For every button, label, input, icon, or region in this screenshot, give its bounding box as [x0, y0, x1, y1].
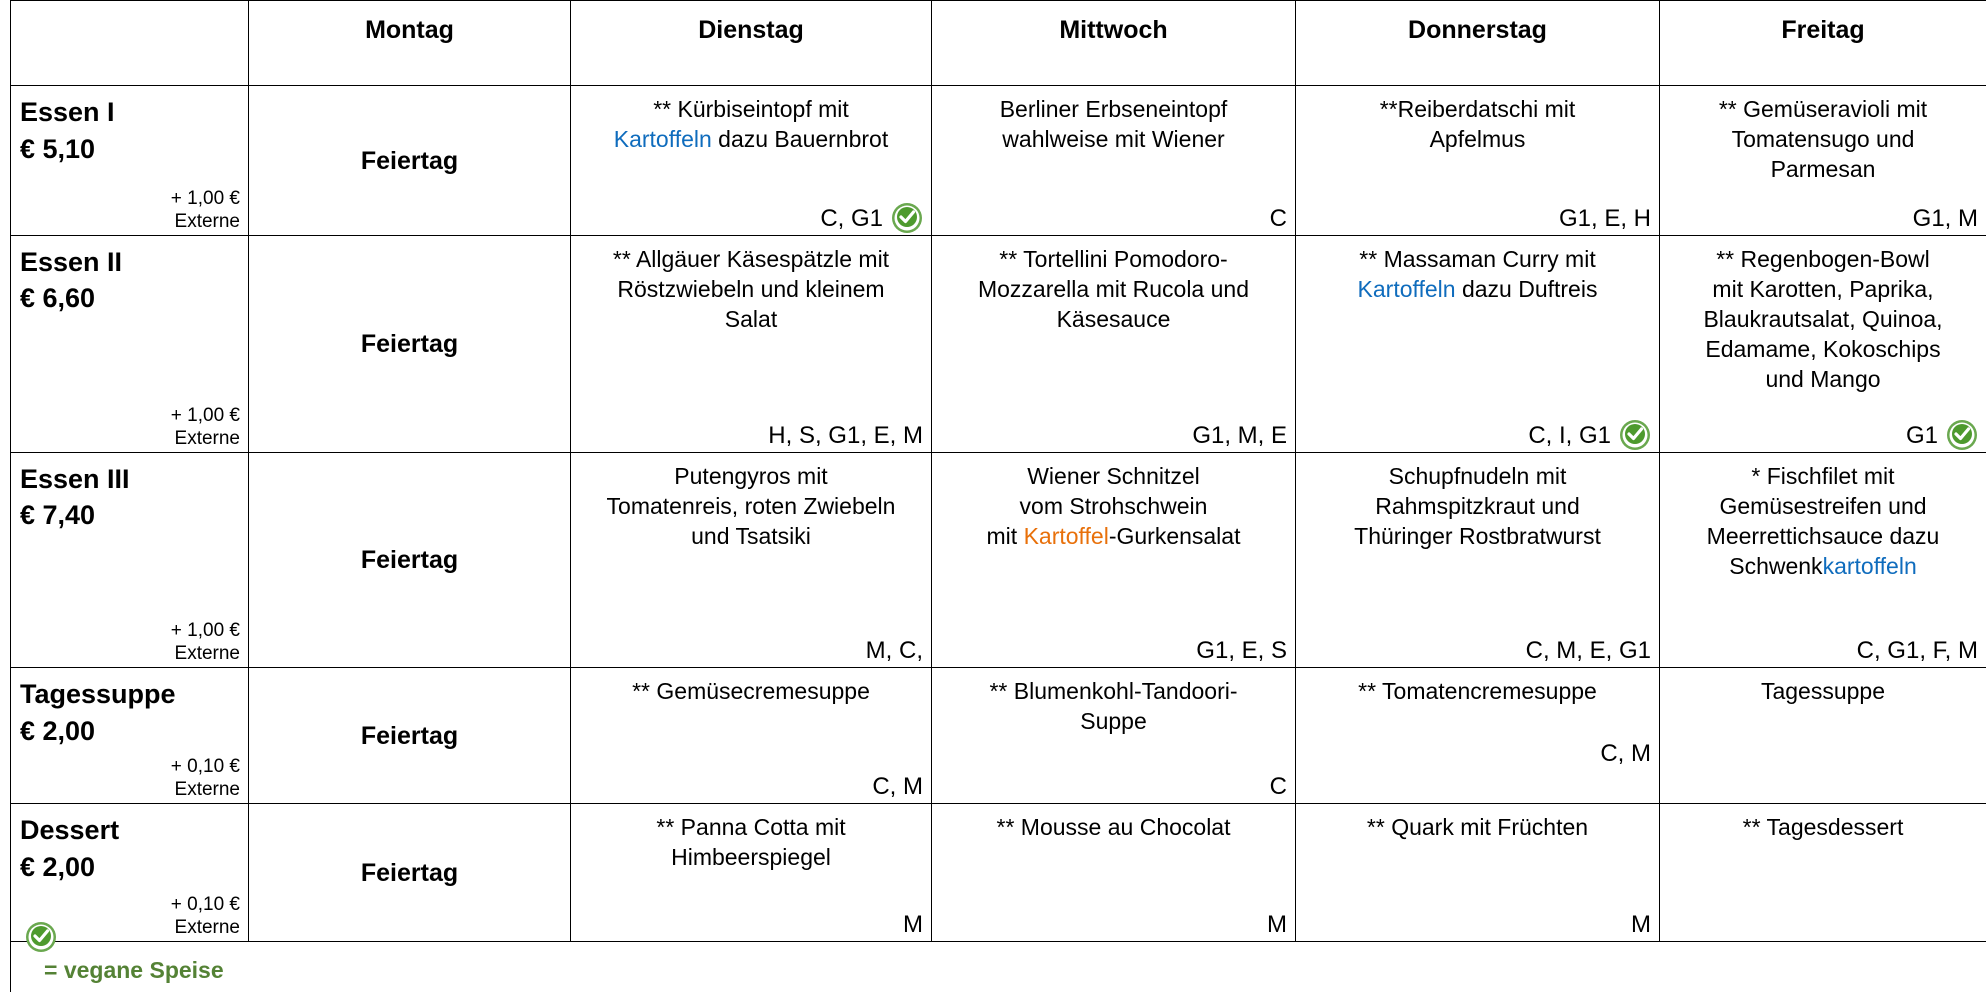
meal-name: Essen I [20, 97, 115, 127]
allergen-codes [1528, 419, 1651, 451]
dish-description [1296, 668, 1659, 706]
allergen-text: H, S, G1, E, M [768, 422, 923, 449]
allergen-text: M [1631, 911, 1651, 938]
dish-description [571, 804, 931, 872]
dish-text: ** Blumenkohl-Tandoori- [989, 678, 1238, 704]
dish-text: ** Quark mit Früchten [1366, 814, 1589, 840]
menu-row [11, 236, 1986, 453]
dish-text: wahlweise mit Wiener [1002, 126, 1225, 152]
dish-cell [932, 236, 1296, 453]
meal-label-cell [11, 453, 249, 668]
dish-cell [1660, 668, 1986, 804]
highlighted-word: Kartoffeln [1357, 276, 1456, 302]
dish-text: Tagessuppe [1760, 678, 1886, 704]
dish-cell [1660, 453, 1986, 668]
dish-cell [571, 668, 932, 804]
allergen-text: G1, E, H [1558, 205, 1651, 232]
dish-cell [571, 453, 932, 668]
allergen-codes [1526, 636, 1651, 666]
allergen-text: M [1267, 911, 1287, 938]
allergen-codes [1913, 204, 1978, 234]
meal-price: € 7,40 [20, 500, 96, 530]
dish-text: Himbeerspiegel [671, 844, 831, 870]
day-header: Montag [249, 1, 571, 86]
allergen-text: G1, M, E [1192, 422, 1287, 449]
dish-description [1296, 453, 1659, 551]
surcharge-amount: + 1,00 € [170, 405, 240, 426]
dish-text: Thüringer Rostbratwurst [1354, 523, 1601, 549]
surcharge-label: Externe [174, 917, 240, 938]
highlighted-word: Kartoffel [1023, 523, 1109, 549]
dish-text: ** Mousse au Chocolat [996, 814, 1231, 840]
dish-text: Putengyros mit [674, 463, 828, 489]
weekly-menu-table [10, 0, 1986, 942]
menu-body [11, 86, 1986, 942]
dish-description [1296, 86, 1659, 154]
vegan-check-icon [1619, 419, 1651, 451]
allergen-codes [820, 202, 923, 234]
dish-cell [932, 453, 1296, 668]
dish-text: mit [986, 523, 1024, 549]
dish-text: vom Strohschwein [1019, 493, 1208, 519]
allergen-codes [1600, 739, 1651, 769]
dish-cell [1660, 86, 1986, 236]
day-header: Donnerstag [1296, 1, 1660, 86]
dish-cell [1296, 668, 1660, 804]
meal-name: Essen III [20, 464, 130, 494]
meal-name: Dessert [20, 815, 120, 845]
dish-description [1660, 236, 1986, 394]
dish-text: ** Gemüsecremesuppe [632, 678, 870, 704]
surcharge-amount: + 1,00 € [170, 620, 240, 641]
dish-text: ** Gemüseravioli mit [1718, 96, 1928, 122]
dish-text: Meerrettichsauce dazu [1706, 523, 1940, 549]
legend-text: = vegane Speise [44, 957, 224, 983]
menu-row [11, 86, 1986, 236]
allergen-text: C, I, G1 [1528, 422, 1611, 449]
dish-description [1296, 804, 1659, 842]
surcharge-amount: + 0,10 € [170, 894, 240, 915]
dish-description [1660, 86, 1986, 184]
allergen-codes [768, 421, 923, 451]
dish-text: Parmesan [1770, 156, 1876, 182]
dish-text: Blaukrautsalat, Quinoa, [1703, 306, 1943, 332]
highlighted-word: kartoffeln [1822, 553, 1917, 579]
allergen-codes [866, 636, 923, 666]
meal-price: € 6,60 [20, 283, 96, 313]
menu-row [11, 453, 1986, 668]
dish-description [932, 86, 1295, 154]
dish-description [1660, 668, 1986, 706]
surcharge-label: Externe [174, 211, 240, 232]
allergen-codes [1559, 204, 1651, 234]
dish-text: Rahmspitzkraut und [1375, 493, 1580, 519]
dish-description [932, 236, 1295, 334]
dish-text: und Tsatsiki [691, 523, 811, 549]
surcharge-amount: + 0,10 € [170, 756, 240, 777]
allergen-codes [1192, 421, 1287, 451]
allergen-text: C, G1, F, M [1856, 637, 1978, 664]
dish-text: Tomatenreis, roten Zwiebeln [606, 493, 896, 519]
surcharge-label: Externe [174, 779, 240, 800]
meal-name: Tagessuppe [20, 679, 176, 709]
dish-text: dazu Bauernbrot [711, 126, 889, 152]
surcharge-amount: + 1,00 € [170, 188, 240, 209]
dish-text: ** Tomatencremesuppe [1358, 678, 1597, 704]
dish-description [1296, 236, 1659, 304]
holiday-cell: Feiertag [249, 804, 571, 942]
dish-text: ** Regenbogen-Bowl [1716, 246, 1930, 272]
allergen-codes [1270, 204, 1287, 234]
dish-description [571, 236, 931, 334]
allergen-text: C, G1 [820, 205, 883, 232]
meal-price: € 5,10 [20, 134, 96, 164]
allergen-text: C, M, E, G1 [1525, 637, 1651, 664]
dish-text: Röstzwiebeln und kleinem [617, 276, 885, 302]
allergen-codes [1270, 772, 1287, 802]
dish-cell [1660, 236, 1986, 453]
dish-text: ** Panna Cotta mit [656, 814, 846, 840]
external-surcharge [171, 404, 240, 450]
dish-text: Gemüsestreifen und [1719, 493, 1927, 519]
allergen-text: G1 [1905, 422, 1938, 449]
dish-description [1660, 804, 1986, 842]
dish-description [571, 86, 931, 154]
meal-label-cell [11, 668, 249, 804]
dish-text: dazu Duftreis [1455, 276, 1598, 302]
dish-text: ** Kürbiseintopf mit [653, 96, 849, 122]
dish-cell [571, 236, 932, 453]
dish-text: ** Tagesdessert [1742, 814, 1904, 840]
meal-price: € 2,00 [20, 716, 96, 746]
dish-description [932, 804, 1295, 842]
dish-text: Mozzarella mit Rucola und [977, 276, 1249, 302]
dish-description [932, 453, 1295, 551]
dish-cell [571, 86, 932, 236]
holiday-cell: Feiertag [249, 86, 571, 236]
external-surcharge [171, 619, 240, 665]
external-surcharge [171, 755, 240, 801]
header-corner [11, 1, 249, 86]
day-header: Dienstag [571, 1, 932, 86]
dish-cell [1296, 86, 1660, 236]
vegan-check-icon [891, 202, 923, 234]
surcharge-label: Externe [174, 643, 240, 664]
dish-text: **Reiberdatschi mit [1379, 96, 1576, 122]
allergen-text: C [1269, 773, 1287, 800]
dish-text: und Mango [1765, 366, 1881, 392]
meal-price: € 2,00 [20, 852, 96, 882]
dish-text: mit Karotten, Paprika, [1712, 276, 1934, 302]
external-surcharge [171, 187, 240, 233]
legend [10, 915, 1986, 992]
dish-text: Edamame, Kokoschips [1705, 336, 1941, 362]
allergen-codes [1857, 636, 1978, 666]
dish-text: Salat [724, 306, 778, 332]
dish-text: Käsesauce [1056, 306, 1171, 332]
holiday-cell: Feiertag [249, 236, 571, 453]
allergen-text: C, M [872, 773, 923, 800]
dish-description [571, 453, 931, 551]
allergen-text: G1, E, S [1196, 637, 1287, 664]
dish-cell [1296, 236, 1660, 453]
dish-text: * Fischfilet mit [1751, 463, 1895, 489]
vegan-check-icon [1946, 419, 1978, 451]
surcharge-label: Externe [174, 428, 240, 449]
dish-text: Wiener Schnitzel [1027, 463, 1200, 489]
dish-text: Tomatensugo und [1731, 126, 1915, 152]
allergen-text: C, M [1600, 740, 1651, 767]
allergen-text: M, C, [865, 637, 923, 664]
dish-text: Schwenk [1729, 553, 1823, 579]
allergen-text: C [1269, 205, 1287, 232]
meal-label-cell [11, 86, 249, 236]
dish-text: Schupfnudeln mit [1388, 463, 1567, 489]
allergen-codes [1906, 419, 1978, 451]
allergen-codes [1196, 636, 1287, 666]
dish-cell [1296, 453, 1660, 668]
dish-text: ** Massaman Curry mit [1359, 246, 1596, 272]
day-header: Mittwoch [932, 1, 1296, 86]
holiday-cell: Feiertag [249, 453, 571, 668]
dish-text: ** Tortellini Pomodoro- [999, 246, 1228, 272]
dish-cell [932, 668, 1296, 804]
day-header: Freitag [1660, 1, 1986, 86]
vegan-check-icon [25, 921, 57, 953]
dish-text: Suppe [1080, 708, 1147, 734]
meal-label-cell [11, 236, 249, 453]
dish-text: Apfelmus [1429, 126, 1526, 152]
dish-text: -Gurkensalat [1108, 523, 1241, 549]
highlighted-word: Kartoffeln [613, 126, 712, 152]
menu-row [11, 668, 1986, 804]
meal-name: Essen II [20, 247, 123, 277]
header-row [11, 1, 1986, 86]
allergen-codes [872, 772, 923, 802]
dish-cell [932, 86, 1296, 236]
allergen-text: G1, M [1912, 205, 1978, 232]
holiday-cell: Feiertag [249, 668, 571, 804]
dish-description [571, 668, 931, 706]
dish-description [932, 668, 1295, 736]
dish-text: Berliner Erbseneintopf [999, 96, 1228, 122]
allergen-text: M [903, 911, 923, 938]
dish-description [1660, 453, 1986, 581]
dish-text: ** Allgäuer Käsespätzle mit [612, 246, 890, 272]
